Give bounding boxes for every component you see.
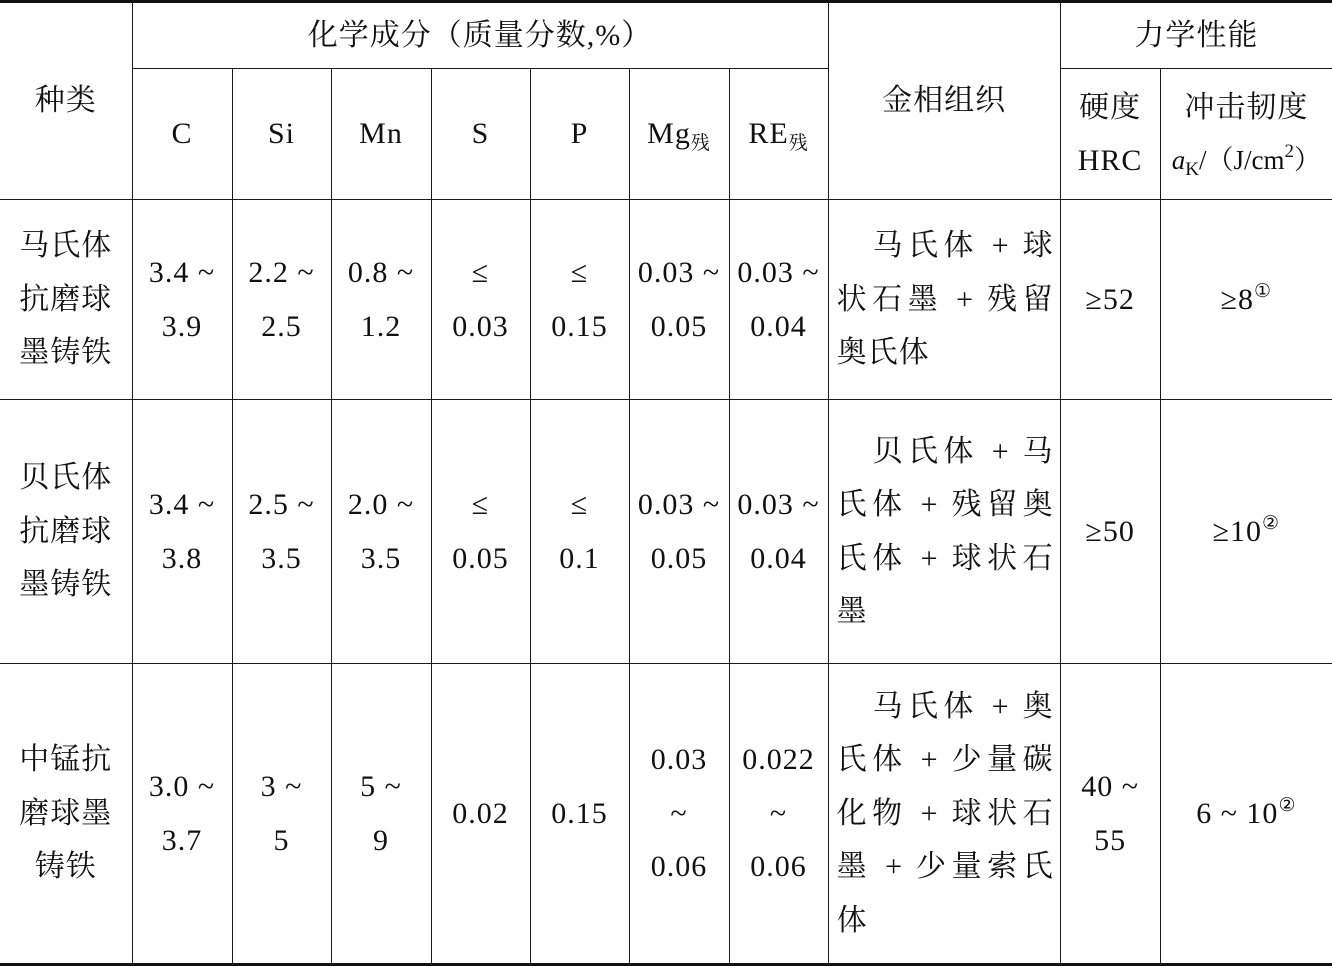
header-col-mn: Mn: [331, 69, 431, 200]
chem-cell-c: 3.0 ~ 3.7: [132, 664, 232, 965]
chem-cell-si: 2.5 ~ 3.5: [232, 400, 331, 664]
chem-cell-mg: 0.03 ~ 0.06: [629, 664, 729, 965]
chem-cell-re: 0.03 ~ 0.04: [729, 200, 828, 400]
metallography-cell: 马氏体 + 球 状石墨 + 残留 奥氏体: [828, 200, 1060, 400]
header-metallography: 金相组织: [828, 2, 1060, 200]
table-row: [0, 200, 1332, 400]
table-row: [0, 664, 1332, 965]
metallography-cell: 马氏体 + 奥 氏体 + 少量碳 化物 + 球状石 墨 + 少量索氏 体: [828, 664, 1060, 965]
table-body: [0, 200, 1332, 965]
header-col-mg: $Mg_残$: [629, 69, 729, 200]
chem-cell-c: 3.4 ~ 3.9: [132, 200, 232, 400]
chem-cell-mg: 0.03 ~ 0.05: [629, 200, 729, 400]
chem-cell-mn: 2.0 ~ 3.5: [331, 400, 431, 664]
hardness-cell: ≥52: [1060, 200, 1160, 400]
header-hardness: 硬度 HRC: [1060, 69, 1160, 200]
impact-cell: ≥10②: [1160, 400, 1332, 664]
chem-cell-mn: 5 ~ 9: [331, 664, 431, 965]
hardness-cell: ≥50: [1060, 400, 1160, 664]
chem-cell-si: 3 ~ 5: [232, 664, 331, 965]
header-row-1: [0, 2, 1332, 69]
header-chem-group: 化学成分（质量分数,%）: [132, 2, 828, 69]
chem-cell-mg: 0.03 ~ 0.05: [629, 400, 729, 664]
header-type: 种类: [0, 2, 132, 200]
chem-cell-re: 0.03 ~ 0.04: [729, 400, 828, 664]
hardness-cell: 40 ~ 55: [1060, 664, 1160, 965]
impact-cell: ≥8①: [1160, 200, 1332, 400]
chem-cell-c: 3.4 ~ 3.8: [132, 400, 232, 664]
header-col-s: S: [431, 69, 530, 200]
chem-cell-s: 0.02: [431, 664, 530, 965]
chem-cell-si: 2.2 ~ 2.5: [232, 200, 331, 400]
header-col-re: $RE_残$: [729, 69, 828, 200]
chem-cell-s: ≤ 0.03: [431, 200, 530, 400]
metallography-cell: 贝氏体 + 马 氏体 + 残留奥 氏体 + 球状石 墨: [828, 400, 1060, 664]
type-cell: 贝氏体 抗磨球 墨铸铁: [0, 400, 132, 664]
chem-cell-p: ≤ 0.15: [530, 200, 629, 400]
type-cell: 中锰抗 磨球墨 铸铁: [0, 664, 132, 965]
table-row: [0, 400, 1332, 664]
header-impact: 冲击韧度 $a_K/(J/cm^2)$: [1160, 69, 1332, 200]
header-row-2: [0, 69, 1332, 200]
header-col-p: P: [530, 69, 629, 200]
header-col-si: Si: [232, 69, 331, 200]
chem-cell-p: 0.15: [530, 664, 629, 965]
header-mech-group: 力学性能: [1060, 2, 1332, 69]
header-col-c: C: [132, 69, 232, 200]
impact-cell: 6 ~ 10②: [1160, 664, 1332, 965]
type-cell: 马氏体 抗磨球 墨铸铁: [0, 200, 132, 400]
chem-cell-mn: 0.8 ~ 1.2: [331, 200, 431, 400]
chem-cell-p: ≤ 0.1: [530, 400, 629, 664]
chem-cell-s: ≤ 0.05: [431, 400, 530, 664]
chem-cell-re: 0.022 ~ 0.06: [729, 664, 828, 965]
